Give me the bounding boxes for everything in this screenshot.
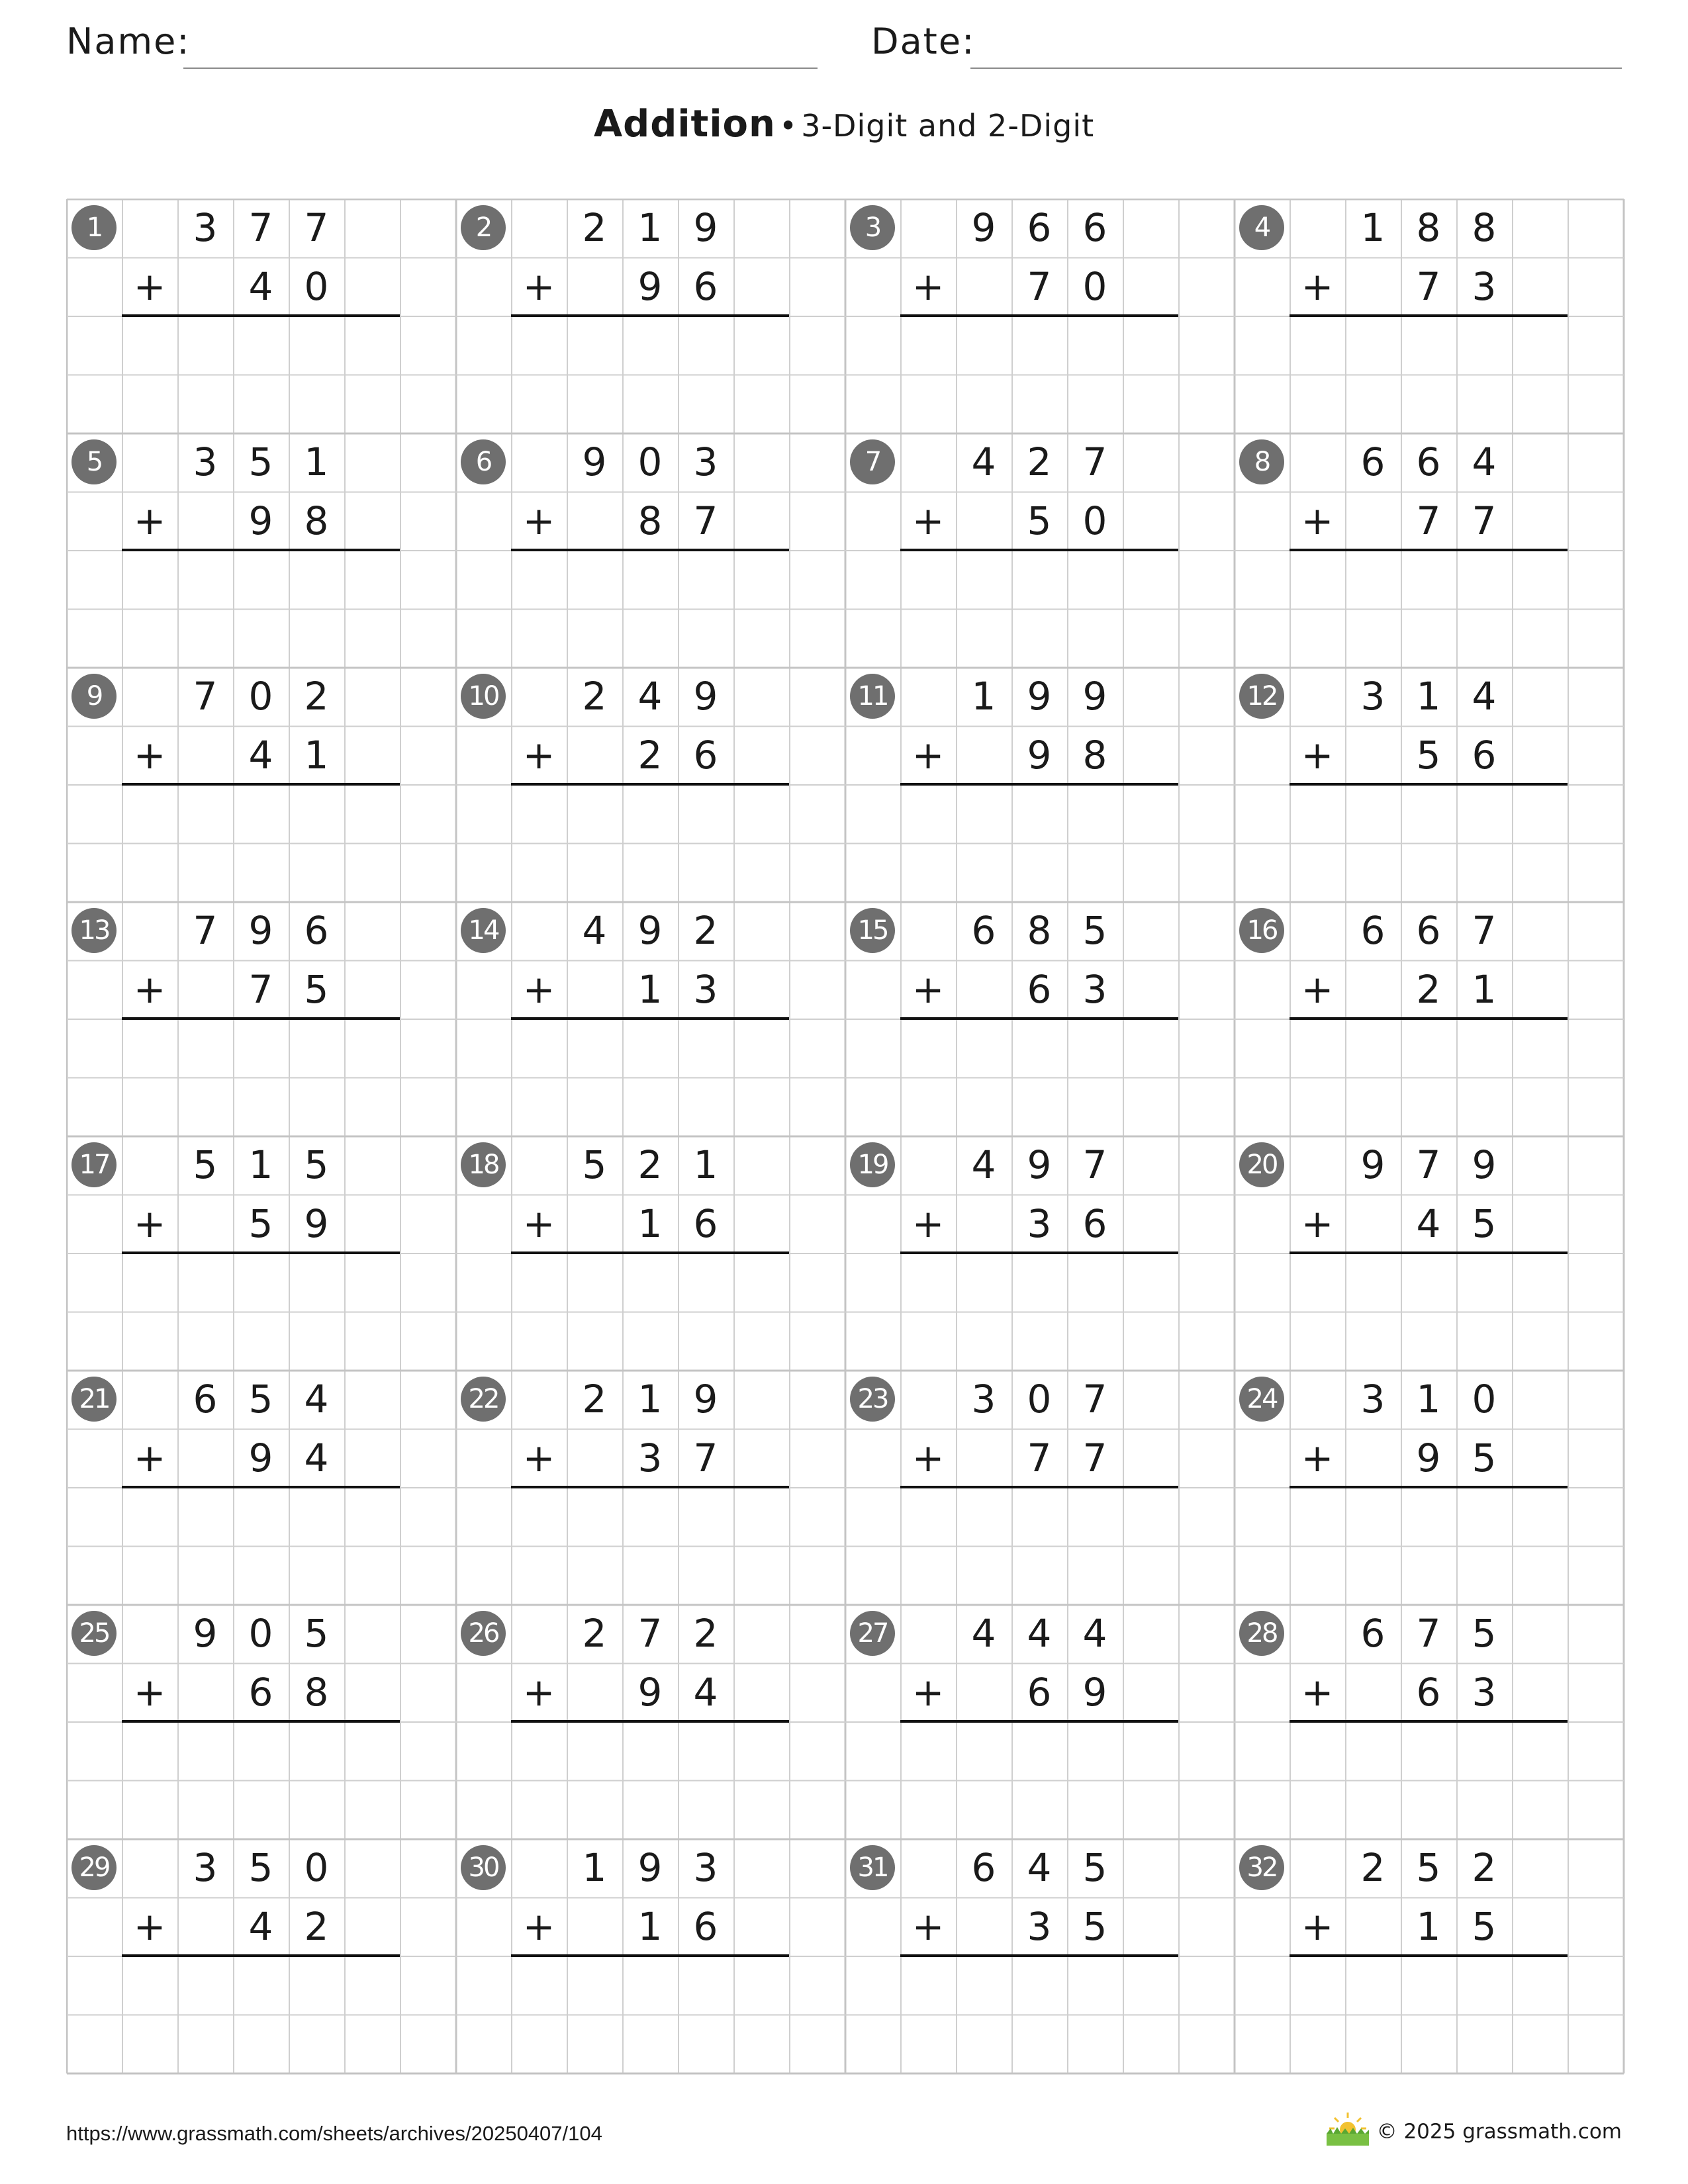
- addend-top-digit: 0: [248, 1611, 273, 1656]
- plus-sign: +: [133, 1435, 166, 1480]
- answer-line: [1289, 783, 1568, 786]
- answer-line: [122, 549, 400, 551]
- problem-number-badge: 5: [71, 439, 117, 484]
- addend-top-digit: 4: [1472, 674, 1497, 719]
- worksheet-title: [0, 103, 1688, 146]
- problem-number-badge: 3: [850, 205, 895, 250]
- plus-sign: +: [133, 1903, 166, 1949]
- answer-line: [900, 1486, 1178, 1488]
- answer-line: [900, 549, 1178, 551]
- addend-bottom-digit: 6: [1472, 732, 1497, 778]
- addend-bottom-digit: 3: [1027, 1903, 1052, 1949]
- addend-bottom-digit: 0: [1082, 498, 1107, 543]
- problem-number-badge: 14: [461, 908, 506, 953]
- problem-number-badge: 16: [1239, 908, 1284, 953]
- problem-number-badge: 9: [71, 674, 117, 719]
- addend-top-digit: 3: [693, 439, 718, 484]
- addend-top-digit: 0: [1472, 1377, 1497, 1422]
- addend-bottom-digit: 5: [248, 1201, 273, 1246]
- addend-bottom-digit: 6: [693, 1201, 718, 1246]
- answer-line: [1289, 314, 1568, 317]
- plus-sign: +: [1301, 732, 1334, 778]
- plus-sign: +: [912, 1435, 945, 1480]
- addend-top-digit: 6: [1027, 205, 1052, 250]
- answer-line: [511, 783, 789, 786]
- addend-top-digit: 9: [693, 205, 718, 250]
- answer-line: [900, 1017, 1178, 1020]
- addend-top-digit: 9: [693, 674, 718, 719]
- problem-number-badge: 29: [71, 1845, 117, 1890]
- plus-sign: +: [522, 498, 555, 543]
- addend-bottom-digit: 6: [1027, 966, 1052, 1012]
- addend-top-digit: 9: [582, 439, 607, 484]
- addend-top-digit: 9: [637, 1845, 663, 1890]
- addend-bottom-digit: 0: [304, 263, 329, 309]
- addend-bottom-digit: 9: [304, 1201, 329, 1246]
- addend-top-digit: 8: [1416, 205, 1441, 250]
- problem-number-badge: 19: [850, 1142, 895, 1187]
- addend-bottom-digit: 2: [637, 732, 663, 778]
- addend-bottom-digit: 7: [248, 966, 273, 1012]
- addend-top-digit: 9: [1027, 1142, 1052, 1187]
- answer-line: [900, 1954, 1178, 1957]
- addend-bottom-digit: 8: [304, 1669, 329, 1715]
- title-main: Addition: [593, 103, 776, 146]
- answer-line: [511, 549, 789, 551]
- addend-top-digit: 0: [248, 674, 273, 719]
- addend-top-digit: 7: [248, 205, 273, 250]
- addend-bottom-digit: 4: [248, 1903, 273, 1949]
- addend-top-digit: 3: [193, 1845, 218, 1890]
- addend-bottom-digit: 6: [693, 1903, 718, 1949]
- plus-sign: +: [912, 1669, 945, 1715]
- addend-top-digit: 5: [582, 1142, 607, 1187]
- addend-top-digit: 7: [1082, 439, 1107, 484]
- addend-bottom-digit: 1: [637, 966, 663, 1012]
- addend-bottom-digit: 9: [637, 1669, 663, 1715]
- addend-bottom-digit: 7: [1082, 1435, 1107, 1480]
- addend-bottom-digit: 4: [248, 732, 273, 778]
- problem-number-badge: 30: [461, 1845, 506, 1890]
- addend-top-digit: 9: [1360, 1142, 1385, 1187]
- problem-number-badge: 22: [461, 1377, 506, 1422]
- addend-top-digit: 5: [248, 439, 273, 484]
- addend-top-digit: 5: [304, 1142, 329, 1187]
- plus-sign: +: [1301, 1435, 1334, 1480]
- problem-number-badge: 12: [1239, 674, 1284, 719]
- addend-bottom-digit: 7: [1027, 263, 1052, 309]
- addend-top-digit: 8: [1472, 205, 1497, 250]
- addend-bottom-digit: 1: [1472, 966, 1497, 1012]
- plus-sign: +: [522, 1201, 555, 1246]
- plus-sign: +: [912, 732, 945, 778]
- problem-number-badge: 20: [1239, 1142, 1284, 1187]
- problem-number-badge: 6: [461, 439, 506, 484]
- addend-top-digit: 8: [1027, 908, 1052, 953]
- addend-bottom-digit: 4: [304, 1435, 329, 1480]
- addend-top-digit: 4: [971, 1611, 996, 1656]
- problem-number-badge: 8: [1239, 439, 1284, 484]
- addend-top-digit: 6: [1416, 908, 1441, 953]
- addend-top-digit: 9: [971, 205, 996, 250]
- addend-top-digit: 4: [1027, 1845, 1052, 1890]
- answer-line: [1289, 1017, 1568, 1020]
- plus-sign: +: [522, 1435, 555, 1480]
- plus-sign: +: [133, 263, 166, 309]
- addend-bottom-digit: 8: [1082, 732, 1107, 778]
- plus-sign: +: [912, 1903, 945, 1949]
- addend-top-digit: 7: [637, 1611, 663, 1656]
- problem-number-badge: 7: [850, 439, 895, 484]
- addend-bottom-digit: 6: [1416, 1669, 1441, 1715]
- problem-number-badge: 2: [461, 205, 506, 250]
- addend-top-digit: 1: [971, 674, 996, 719]
- answer-line: [122, 1251, 400, 1254]
- answer-line: [511, 1017, 789, 1020]
- addend-top-digit: 5: [1416, 1845, 1441, 1890]
- problem-number-badge: 10: [461, 674, 506, 719]
- addend-top-digit: 2: [304, 674, 329, 719]
- addend-bottom-digit: 4: [693, 1669, 718, 1715]
- addend-bottom-digit: 4: [1416, 1201, 1441, 1246]
- answer-line: [511, 1251, 789, 1254]
- addend-bottom-digit: 5: [1472, 1201, 1497, 1246]
- answer-line: [511, 314, 789, 317]
- addend-top-digit: 7: [1082, 1142, 1107, 1187]
- addend-bottom-digit: 7: [693, 1435, 718, 1480]
- answer-line: [511, 1486, 789, 1488]
- answer-line: [122, 1486, 400, 1488]
- answer-line: [122, 1017, 400, 1020]
- addend-top-digit: 7: [304, 205, 329, 250]
- answer-line: [122, 1720, 400, 1723]
- addend-bottom-digit: 5: [1416, 732, 1441, 778]
- addend-bottom-digit: 1: [637, 1201, 663, 1246]
- plus-sign: +: [133, 966, 166, 1012]
- addend-top-digit: 3: [693, 1845, 718, 1890]
- problem-number-badge: 31: [850, 1845, 895, 1890]
- answer-line: [900, 314, 1178, 317]
- plus-sign: +: [912, 498, 945, 543]
- addend-bottom-digit: 8: [637, 498, 663, 543]
- answer-line: [511, 1954, 789, 1957]
- problem-number-badge: 4: [1239, 205, 1284, 250]
- addend-top-digit: 7: [1082, 1377, 1107, 1422]
- addend-top-digit: 4: [304, 1377, 329, 1422]
- answer-line: [122, 314, 400, 317]
- addend-top-digit: 1: [637, 205, 663, 250]
- plus-sign: +: [912, 263, 945, 309]
- addend-top-digit: 3: [193, 439, 218, 484]
- addend-top-digit: 1: [1360, 205, 1385, 250]
- addend-top-digit: 4: [971, 1142, 996, 1187]
- problem-number-badge: 11: [850, 674, 895, 719]
- addend-bottom-digit: 1: [304, 732, 329, 778]
- addend-top-digit: 2: [637, 1142, 663, 1187]
- addend-top-digit: 6: [1360, 1611, 1385, 1656]
- problem-number-badge: 24: [1239, 1377, 1284, 1422]
- addend-top-digit: 1: [1416, 674, 1441, 719]
- addend-top-digit: 4: [582, 908, 607, 953]
- footer-copyright: © 2025 grassmath.com: [1376, 2120, 1622, 2144]
- addend-top-digit: 0: [637, 439, 663, 484]
- plus-sign: +: [522, 263, 555, 309]
- problem-number-badge: 1: [71, 205, 117, 250]
- addend-top-digit: 2: [1472, 1845, 1497, 1890]
- addend-bottom-digit: 1: [1416, 1903, 1441, 1949]
- addend-top-digit: 6: [1360, 439, 1385, 484]
- addend-bottom-digit: 5: [1082, 1903, 1107, 1949]
- problem-number-badge: 32: [1239, 1845, 1284, 1890]
- plus-sign: +: [133, 732, 166, 778]
- addend-bottom-digit: 2: [304, 1903, 329, 1949]
- plus-sign: +: [522, 966, 555, 1012]
- addend-bottom-digit: 3: [1082, 966, 1107, 1012]
- answer-line: [122, 1954, 400, 1957]
- name-label: Name:: [66, 21, 191, 62]
- addend-bottom-digit: 3: [1027, 1201, 1052, 1246]
- answer-line: [122, 783, 400, 786]
- addend-top-digit: 7: [1472, 908, 1497, 953]
- addend-bottom-digit: 9: [1082, 1669, 1107, 1715]
- plus-sign: +: [1301, 1201, 1334, 1246]
- addend-bottom-digit: 9: [248, 1435, 273, 1480]
- addend-top-digit: 0: [1027, 1377, 1052, 1422]
- addend-bottom-digit: 7: [1416, 498, 1441, 543]
- addend-top-digit: 7: [1416, 1142, 1441, 1187]
- addend-bottom-digit: 6: [1027, 1669, 1052, 1715]
- answer-line: [900, 1720, 1178, 1723]
- addend-top-digit: 6: [971, 908, 996, 953]
- title-subtitle: 3-Digit and 2-Digit: [801, 108, 1095, 144]
- addend-top-digit: 3: [193, 205, 218, 250]
- addend-bottom-digit: 3: [1472, 1669, 1497, 1715]
- addend-top-digit: 2: [693, 908, 718, 953]
- addend-top-digit: 4: [637, 674, 663, 719]
- addend-top-digit: 7: [193, 674, 218, 719]
- addend-top-digit: 0: [304, 1845, 329, 1890]
- addend-bottom-digit: 5: [304, 966, 329, 1012]
- addend-bottom-digit: 3: [637, 1435, 663, 1480]
- addend-bottom-digit: 1: [637, 1903, 663, 1949]
- addend-bottom-digit: 6: [248, 1669, 273, 1715]
- name-field[interactable]: [183, 68, 818, 69]
- addend-bottom-digit: 9: [1027, 732, 1052, 778]
- addend-bottom-digit: 6: [693, 263, 718, 309]
- addend-top-digit: 2: [582, 1377, 607, 1422]
- addend-bottom-digit: 7: [1416, 263, 1441, 309]
- addend-top-digit: 7: [1416, 1611, 1441, 1656]
- problem-number-badge: 26: [461, 1611, 506, 1656]
- plus-sign: +: [912, 966, 945, 1012]
- plus-sign: +: [912, 1201, 945, 1246]
- plus-sign: +: [133, 1669, 166, 1715]
- addend-top-digit: 4: [971, 439, 996, 484]
- addend-top-digit: 9: [693, 1377, 718, 1422]
- problem-number-badge: 17: [71, 1142, 117, 1187]
- problem-number-badge: 28: [1239, 1611, 1284, 1656]
- problem-number-badge: 18: [461, 1142, 506, 1187]
- addend-bottom-digit: 9: [1416, 1435, 1441, 1480]
- grass-sun-logo-icon: [1324, 2110, 1372, 2147]
- addend-bottom-digit: 0: [1082, 263, 1107, 309]
- plus-sign: +: [133, 1201, 166, 1246]
- plus-sign: +: [133, 498, 166, 543]
- addend-top-digit: 1: [1416, 1377, 1441, 1422]
- addend-bottom-digit: 6: [693, 732, 718, 778]
- addend-top-digit: 5: [1472, 1611, 1497, 1656]
- plus-sign: +: [1301, 498, 1334, 543]
- addend-top-digit: 6: [193, 1377, 218, 1422]
- addend-bottom-digit: 3: [693, 966, 718, 1012]
- problem-number-badge: 13: [71, 908, 117, 953]
- addend-top-digit: 6: [304, 908, 329, 953]
- addend-bottom-digit: 5: [1472, 1903, 1497, 1949]
- addend-bottom-digit: 7: [1472, 498, 1497, 543]
- addend-bottom-digit: 2: [1416, 966, 1441, 1012]
- addend-top-digit: 4: [1472, 439, 1497, 484]
- plus-sign: +: [522, 732, 555, 778]
- addend-bottom-digit: 4: [248, 263, 273, 309]
- addend-top-digit: 4: [1082, 1611, 1107, 1656]
- addend-bottom-digit: 8: [304, 498, 329, 543]
- addend-top-digit: 5: [1082, 908, 1107, 953]
- plus-sign: +: [1301, 1669, 1334, 1715]
- answer-line: [900, 783, 1178, 786]
- addend-top-digit: 1: [304, 439, 329, 484]
- answer-line: [900, 1251, 1178, 1254]
- problem-number-badge: 27: [850, 1611, 895, 1656]
- addend-bottom-digit: 9: [637, 263, 663, 309]
- addend-top-digit: 2: [1360, 1845, 1385, 1890]
- addend-top-digit: 5: [1082, 1845, 1107, 1890]
- addend-top-digit: 9: [637, 908, 663, 953]
- addend-top-digit: 2: [693, 1611, 718, 1656]
- addend-top-digit: 9: [248, 908, 273, 953]
- title-separator: •: [778, 108, 798, 144]
- addend-top-digit: 6: [1360, 908, 1385, 953]
- date-field[interactable]: [970, 68, 1622, 69]
- addend-bottom-digit: 7: [693, 498, 718, 543]
- answer-line: [1289, 1251, 1568, 1254]
- addend-top-digit: 2: [582, 205, 607, 250]
- plus-sign: +: [522, 1903, 555, 1949]
- addend-top-digit: 3: [1360, 674, 1385, 719]
- addend-top-digit: 4: [1027, 1611, 1052, 1656]
- plus-sign: +: [1301, 263, 1334, 309]
- addend-top-digit: 3: [971, 1377, 996, 1422]
- problem-number-badge: 15: [850, 908, 895, 953]
- addend-top-digit: 6: [1082, 205, 1107, 250]
- footer-url: https://www.grassmath.com/sheets/archives/20250407/104: [66, 2122, 602, 2145]
- addend-top-digit: 9: [1472, 1142, 1497, 1187]
- addend-bottom-digit: 5: [1027, 498, 1052, 543]
- problem-number-badge: 25: [71, 1611, 117, 1656]
- addend-top-digit: 1: [637, 1377, 663, 1422]
- plus-sign: +: [1301, 966, 1334, 1012]
- answer-line: [1289, 1720, 1568, 1723]
- addend-top-digit: 6: [1416, 439, 1441, 484]
- addend-top-digit: 2: [1027, 439, 1052, 484]
- addend-top-digit: 1: [693, 1142, 718, 1187]
- plus-sign: +: [522, 1669, 555, 1715]
- addend-top-digit: 1: [582, 1845, 607, 1890]
- plus-sign: +: [1301, 1903, 1334, 1949]
- addend-top-digit: 5: [248, 1845, 273, 1890]
- date-label: Date:: [871, 21, 976, 62]
- addend-top-digit: 9: [1027, 674, 1052, 719]
- addend-bottom-digit: 9: [248, 498, 273, 543]
- addend-top-digit: 5: [248, 1377, 273, 1422]
- addend-top-digit: 2: [582, 674, 607, 719]
- addend-top-digit: 3: [1360, 1377, 1385, 1422]
- addend-top-digit: 9: [1082, 674, 1107, 719]
- addend-bottom-digit: 6: [1082, 1201, 1107, 1246]
- problem-number-badge: 21: [71, 1377, 117, 1422]
- addend-top-digit: 2: [582, 1611, 607, 1656]
- answer-line: [1289, 1486, 1568, 1488]
- answer-line: [1289, 549, 1568, 551]
- problem-number-badge: 23: [850, 1377, 895, 1422]
- addend-bottom-digit: 5: [1472, 1435, 1497, 1480]
- answer-line: [511, 1720, 789, 1723]
- addend-top-digit: 5: [304, 1611, 329, 1656]
- addend-bottom-digit: 3: [1472, 263, 1497, 309]
- addend-top-digit: 5: [193, 1142, 218, 1187]
- addend-top-digit: 6: [971, 1845, 996, 1890]
- addend-bottom-digit: 7: [1027, 1435, 1052, 1480]
- addend-top-digit: 1: [248, 1142, 273, 1187]
- addend-top-digit: 7: [193, 908, 218, 953]
- addend-top-digit: 9: [193, 1611, 218, 1656]
- answer-line: [1289, 1954, 1568, 1957]
